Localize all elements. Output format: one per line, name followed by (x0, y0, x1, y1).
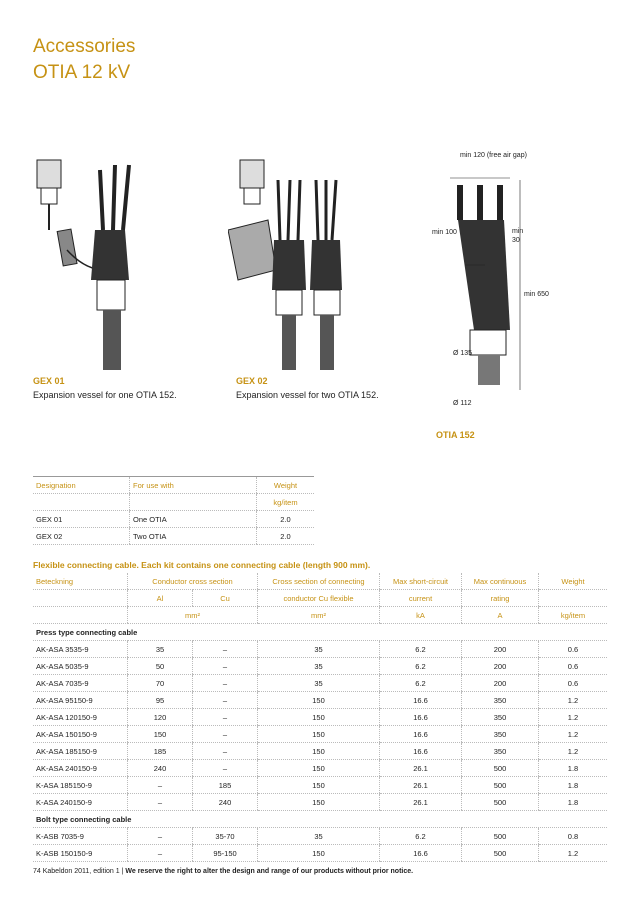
cell: 150 (258, 743, 380, 760)
group-label: Bolt type connecting cable (33, 811, 607, 828)
cell: – (193, 675, 258, 692)
cell: 500 (462, 777, 539, 794)
cell: 35 (128, 641, 193, 658)
cell: 1.2 (539, 743, 608, 760)
group-label: Press type connecting cable (33, 624, 607, 641)
cell: – (128, 777, 193, 794)
table-header-row (33, 477, 314, 494)
cell: 200 (462, 641, 539, 658)
cell: AK-ASA 3535-9 (33, 641, 128, 658)
cell: 120 (128, 709, 193, 726)
cell: 35 (258, 658, 380, 675)
cell: 95 (128, 692, 193, 709)
table-row (33, 658, 607, 675)
table-group-row (33, 811, 607, 828)
gex01-illustration (25, 150, 165, 370)
cell: 150 (258, 709, 380, 726)
table-unit-row (33, 607, 607, 624)
table-row (33, 675, 607, 692)
dim-min-30-a: min (512, 228, 524, 235)
cell: 350 (462, 726, 539, 743)
cell: 70 (128, 675, 193, 692)
sub-cu: Cu (193, 590, 258, 607)
cell: – (193, 692, 258, 709)
cell: 185 (193, 777, 258, 794)
gex01-heading: GEX 01 (33, 376, 65, 386)
cell: AK-ASA 150150-9 (33, 726, 128, 743)
cell: – (128, 828, 193, 845)
cell: AK-ASA 95150-9 (33, 692, 128, 709)
sub-conductor-cu-flexible: conductor Cu flexible (258, 590, 380, 607)
cell: – (193, 658, 258, 675)
cell: 1.2 (539, 845, 608, 862)
dim-min-650: min 650 (524, 291, 549, 298)
cell: AK-ASA 120150-9 (33, 709, 128, 726)
table-row (33, 760, 607, 777)
sub-current: current (380, 590, 462, 607)
dim-min-100: min 100 (432, 229, 457, 236)
cell: AK-ASA 5035-9 (33, 658, 128, 675)
table-row (33, 511, 314, 528)
cell: 0.6 (539, 658, 608, 675)
cell: 150 (258, 777, 380, 794)
cell: – (128, 845, 193, 862)
cell: One OTIA (130, 511, 257, 528)
unit-kg-item: kg/item (539, 607, 608, 624)
table-row (33, 828, 607, 845)
cell: 185 (128, 743, 193, 760)
table-row (33, 709, 607, 726)
cell: 35 (258, 828, 380, 845)
cell: 200 (462, 658, 539, 675)
cell: 150 (258, 692, 380, 709)
page-title (33, 34, 135, 86)
footer-page-info: 74 Kabeldon 2011, edition 1 | (33, 868, 124, 875)
table-row (33, 692, 607, 709)
table-row (33, 794, 607, 811)
col-cross-section-connecting: Cross section of connecting (258, 573, 380, 590)
cell: 6.2 (380, 658, 462, 675)
cell: – (193, 760, 258, 777)
unit-a: A (462, 607, 539, 624)
cell: 6.2 (380, 641, 462, 658)
col-weight: Weight (257, 477, 315, 494)
gex02-heading: GEX 02 (236, 376, 268, 386)
dim-min-30-b: 30 (512, 237, 520, 244)
cell: 150 (258, 760, 380, 777)
cell: 26.1 (380, 777, 462, 794)
unit-ka: kA (380, 607, 462, 624)
table-header-row (33, 573, 607, 590)
gex01-caption: Expansion vessel for one OTIA 152. (33, 390, 177, 400)
cell: 1.2 (539, 709, 608, 726)
cell: 1.2 (539, 692, 608, 709)
cell: 500 (462, 794, 539, 811)
cell: 26.1 (380, 794, 462, 811)
cell: 150 (258, 794, 380, 811)
col-beteckning: Beteckning (33, 573, 128, 590)
cell: 240 (193, 794, 258, 811)
cell: GEX 01 (33, 511, 130, 528)
cell: 35 (258, 675, 380, 692)
table-row (33, 743, 607, 760)
table-row (33, 641, 607, 658)
cell: 350 (462, 743, 539, 760)
cell: GEX 02 (33, 528, 130, 545)
cell: 150 (258, 726, 380, 743)
col-max-short-circuit: Max short-circuit (380, 573, 462, 590)
cell: 16.6 (380, 845, 462, 862)
cell: AK-ASA 7035-9 (33, 675, 128, 692)
gex02-illustration (228, 150, 368, 370)
cell: K-ASB 7035-9 (33, 828, 128, 845)
unit-mm2: mm² (128, 607, 258, 624)
cell: K-ASB 150150-9 (33, 845, 128, 862)
cell: 16.6 (380, 709, 462, 726)
unit-mm2-flex: mm² (258, 607, 380, 624)
cell: Two OTIA (130, 528, 257, 545)
col-for-use-with: For use with (130, 477, 257, 494)
otia152-heading: OTIA 152 (436, 430, 475, 440)
footer-notice: We reserve the right to alter the design and range of our products without prior notice. (125, 868, 414, 875)
cell: AK-ASA 185150-9 (33, 743, 128, 760)
col-weight: Weight (539, 573, 608, 590)
cell: – (128, 794, 193, 811)
table-unit-row (33, 494, 314, 511)
cell: 26.1 (380, 760, 462, 777)
table-subheader-row (33, 590, 607, 607)
cell: 35-70 (193, 828, 258, 845)
cell: K-ASA 185150-9 (33, 777, 128, 794)
cell: 50 (128, 658, 193, 675)
cell: 150 (258, 845, 380, 862)
table-row (33, 845, 607, 862)
cell: 0.6 (539, 641, 608, 658)
cell: 500 (462, 845, 539, 862)
cell: 1.8 (539, 760, 608, 777)
cell: – (193, 641, 258, 658)
col-designation: Designation (33, 477, 130, 494)
cell: 16.6 (380, 726, 462, 743)
cell: – (193, 709, 258, 726)
cable-table-title: Flexible connecting cable. Each kit contains one connecting cable (length 900 mm). (33, 560, 371, 570)
dim-diameter-135: Ø 135 (453, 350, 473, 357)
table-group-row (33, 624, 607, 641)
table-row (33, 726, 607, 743)
sub-al: Al (128, 590, 193, 607)
otia152-illustration (440, 170, 570, 410)
gex02-caption: Expansion vessel for two OTIA 152. (236, 390, 379, 400)
connecting-cable-table (33, 573, 607, 862)
cell: 150 (128, 726, 193, 743)
unit-weight: kg/item (257, 494, 315, 511)
cell: 0.8 (539, 828, 608, 845)
dim-free-air-gap: min 120 (free air gap) (460, 152, 527, 159)
cell: AK-ASA 240150-9 (33, 760, 128, 777)
cell: 350 (462, 692, 539, 709)
cell: 2.0 (257, 528, 315, 545)
cell: 1.8 (539, 794, 608, 811)
title-line-1: Accessories (33, 36, 136, 57)
cell: 350 (462, 709, 539, 726)
cell: 200 (462, 675, 539, 692)
cell: 0.6 (539, 675, 608, 692)
cell: 2.0 (257, 511, 315, 528)
dim-diameter-112: Ø 112 (453, 400, 472, 407)
cell: K-ASA 240150-9 (33, 794, 128, 811)
title-line-2: OTIA 12 kV (33, 62, 131, 83)
cell: – (193, 726, 258, 743)
cell: 1.8 (539, 777, 608, 794)
page-footer (33, 868, 413, 875)
cell: 1.2 (539, 726, 608, 743)
cell: 35 (258, 641, 380, 658)
table-row (33, 777, 607, 794)
cell: 6.2 (380, 828, 462, 845)
cell: 6.2 (380, 675, 462, 692)
cell: 240 (128, 760, 193, 777)
cell: 95-150 (193, 845, 258, 862)
cell: 16.6 (380, 743, 462, 760)
cell: 500 (462, 760, 539, 777)
col-conductor-cross-section: Conductor cross section (128, 573, 258, 590)
table-row (33, 528, 314, 545)
cell: 16.6 (380, 692, 462, 709)
col-max-continuous: Max continuous (462, 573, 539, 590)
sub-rating: rating (462, 590, 539, 607)
expansion-vessel-table (33, 476, 314, 545)
cell: 500 (462, 828, 539, 845)
cell: – (193, 743, 258, 760)
